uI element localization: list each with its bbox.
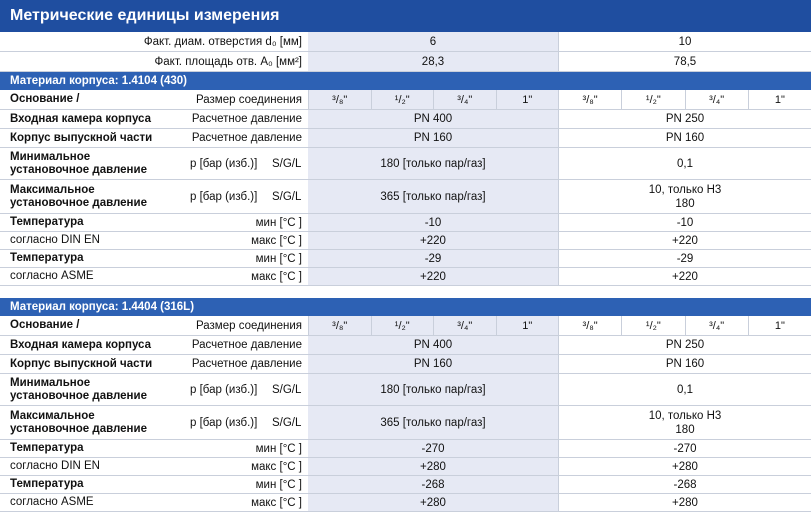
pressure-unit: p [бар (изб.)] <box>190 383 258 396</box>
size-cell: ¹/₂" <box>621 316 684 335</box>
pressure-unit: p [бар (изб.)] <box>190 416 258 429</box>
size-cell: ³/₄" <box>685 316 748 335</box>
temp-unit: макс [°C ] <box>251 496 302 509</box>
diam-value: 10 <box>558 32 811 51</box>
min-set-label: Минимальное установочное давление <box>10 150 147 176</box>
pn-value: PN 160 <box>558 355 811 373</box>
diam-label: Факт. диам. отверстия d₀ [мм] <box>143 35 302 48</box>
temp-asme-max-row <box>0 268 811 286</box>
temp-value: -268 <box>308 476 558 493</box>
sgl-label: S/G/L <box>272 383 302 396</box>
temp-value: -268 <box>558 476 811 493</box>
outlet-pressure-row <box>0 355 811 374</box>
conn-size-row <box>0 316 811 336</box>
size-cell: ³/₈" <box>308 90 371 109</box>
temp-asme-min-row <box>0 476 811 494</box>
base-label: Основание / <box>10 93 80 105</box>
size-cell: 1" <box>496 90 559 109</box>
temp-unit: макс [°C ] <box>251 270 302 283</box>
size-cell: ¹/₂" <box>371 316 434 335</box>
temp-label: Температура <box>10 216 84 228</box>
temp-label: согласно ASME <box>10 496 94 508</box>
temp-unit: мин [°C ] <box>255 252 302 265</box>
calc-pressure-label: Расчетное давление <box>191 358 302 370</box>
max-set-label: Максимальное установочное давление <box>10 409 147 435</box>
temp-value: -10 <box>308 214 558 231</box>
pn-value: PN 160 <box>308 355 558 373</box>
base-pressure-row <box>0 336 811 355</box>
size-cell: ³/₄" <box>685 90 748 109</box>
temp-value: +220 <box>558 268 811 285</box>
max-set-line: 10, только Н3 <box>648 409 722 422</box>
temp-value: +280 <box>558 458 811 475</box>
size-cell: ¹/₂" <box>371 90 434 109</box>
section-header: Материал корпуса: 1.4104 (430) <box>0 72 811 90</box>
diam-row <box>0 32 811 52</box>
temp-unit: мин [°C ] <box>255 478 302 491</box>
calc-pressure-label: Расчетное давление <box>191 339 302 351</box>
temp-value: +280 <box>308 458 558 475</box>
min-set-value: 180 [только пар/газ] <box>308 148 558 179</box>
min-set-value: 0,1 <box>558 148 811 179</box>
pn-value: PN 250 <box>558 110 811 128</box>
size-cell: ³/₈" <box>558 90 621 109</box>
temp-value: +280 <box>558 494 811 511</box>
temp-label: Температура <box>10 442 84 454</box>
size-cell: ³/₈" <box>308 316 371 335</box>
max-set-line: 180 <box>675 197 695 210</box>
temp-value: +220 <box>558 232 811 249</box>
calc-pressure-label: Расчетное давление <box>191 132 302 144</box>
pn-value: PN 400 <box>308 110 558 128</box>
max-set-value <box>558 180 811 213</box>
temp-unit: макс [°C ] <box>251 234 302 247</box>
max-set-value <box>558 406 811 439</box>
calc-pressure-label: Расчетное давление <box>191 113 302 125</box>
temp-label: согласно DIN EN <box>10 234 100 246</box>
conn-size-row <box>0 90 811 110</box>
temp-asme-min-row <box>0 250 811 268</box>
temp-value: +220 <box>308 268 558 285</box>
outlet-label: Корпус выпускной части <box>10 357 153 370</box>
temp-label: согласно DIN EN <box>10 460 100 472</box>
min-set-row <box>0 374 811 406</box>
temp-value: -29 <box>558 250 811 267</box>
temp-din-min-row <box>0 440 811 458</box>
min-set-row <box>0 148 811 180</box>
max-set-row <box>0 180 811 214</box>
base-label: Входная камера корпуса <box>10 112 151 125</box>
pn-value: PN 160 <box>558 129 811 147</box>
temp-value: -270 <box>558 440 811 457</box>
sgl-label: S/G/L <box>272 157 302 170</box>
max-set-stack <box>649 183 722 211</box>
pressure-unit: p [бар (изб.)] <box>190 190 258 203</box>
size-cell: ³/₈" <box>558 316 621 335</box>
page-title: Метрические единицы измерения <box>0 0 811 32</box>
temp-unit: макс [°C ] <box>251 460 302 473</box>
size-cell: ³/₄" <box>433 316 496 335</box>
temp-label: Температура <box>10 478 84 490</box>
temp-din-min-row <box>0 214 811 232</box>
pressure-unit: p [бар (изб.)] <box>190 157 258 170</box>
max-set-value: 365 [только пар/газ] <box>308 180 558 213</box>
temp-asme-max-row <box>0 494 811 512</box>
temp-unit: мин [°C ] <box>255 216 302 229</box>
temp-label: согласно ASME <box>10 270 94 282</box>
temp-din-max-row <box>0 458 811 476</box>
temp-label: Температура <box>10 252 84 264</box>
temp-unit: мин [°C ] <box>255 442 302 455</box>
temp-din-max-row <box>0 232 811 250</box>
sgl-label: S/G/L <box>272 416 302 429</box>
conn-size-label: Размер соединения <box>195 93 302 106</box>
temp-value: -270 <box>308 440 558 457</box>
size-cell: 1" <box>496 316 559 335</box>
pn-value: PN 400 <box>308 336 558 354</box>
area-value: 78,5 <box>558 52 811 71</box>
outlet-pressure-row <box>0 129 811 148</box>
conn-size-label: Размер соединения <box>195 319 302 332</box>
min-set-value: 0,1 <box>558 374 811 405</box>
temp-value: +280 <box>308 494 558 511</box>
area-value: 28,3 <box>308 52 558 71</box>
max-set-label: Максимальное установочное давление <box>10 183 147 209</box>
temp-value: -29 <box>308 250 558 267</box>
max-set-stack <box>649 409 722 437</box>
area-label: Факт. площадь отв. A₀ [мм²] <box>154 55 302 68</box>
base-label: Основание / <box>10 319 80 331</box>
section-header: Материал корпуса: 1.4404 (316L) <box>0 298 811 316</box>
base-pressure-row <box>0 110 811 129</box>
size-cell: 1" <box>748 316 811 335</box>
min-set-value: 180 [только пар/газ] <box>308 374 558 405</box>
outlet-label: Корпус выпускной части <box>10 131 153 144</box>
sgl-label: S/G/L <box>272 190 302 203</box>
max-set-value: 365 [только пар/газ] <box>308 406 558 439</box>
min-set-label: Минимальное установочное давление <box>10 376 147 402</box>
size-cell: ¹/₂" <box>621 90 684 109</box>
max-set-row <box>0 406 811 440</box>
size-cell: ³/₄" <box>433 90 496 109</box>
base-label: Входная камера корпуса <box>10 338 151 351</box>
temp-value: +220 <box>308 232 558 249</box>
area-row <box>0 52 811 72</box>
max-set-line: 10, только Н3 <box>648 183 722 196</box>
max-set-line: 180 <box>675 423 695 436</box>
pn-value: PN 160 <box>308 129 558 147</box>
temp-value: -10 <box>558 214 811 231</box>
size-cell: 1" <box>748 90 811 109</box>
diam-value: 6 <box>308 32 558 51</box>
pn-value: PN 250 <box>558 336 811 354</box>
